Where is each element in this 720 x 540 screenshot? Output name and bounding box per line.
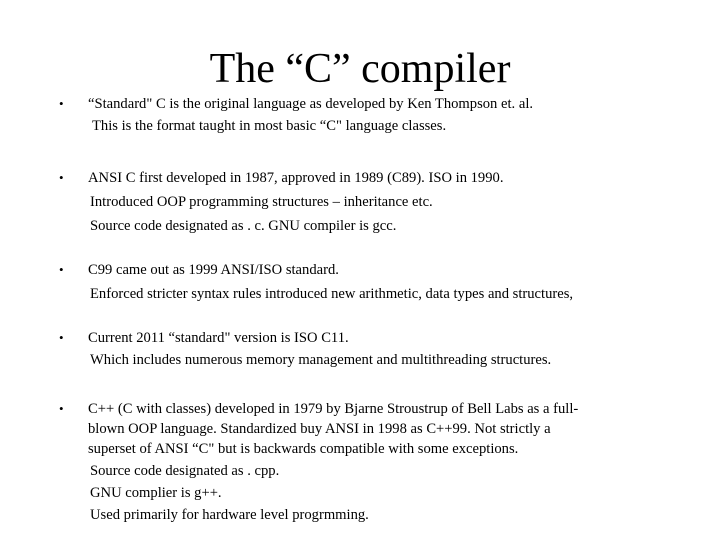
bullet-text-line: This is the format taught in most basic “C" language classes.: [92, 118, 447, 134]
bullet-text-line: GNU complier is g++.: [90, 485, 222, 501]
bullet-marker: •: [59, 170, 64, 185]
bullet-text-line: superset of ANSI “C" but is backwards compatible with some exceptions.: [88, 441, 519, 457]
bullet-text-line: Which includes numerous memory management and multithreading structures.: [90, 352, 552, 368]
bullet-text-line: “Standard" C is the original language as developed by Ken Thompson et. al.: [88, 96, 534, 112]
bullet-text-line: Source code designated as . c. GNU compiler is gcc.: [90, 218, 397, 234]
bullet-text-line: ANSI C first developed in 1987, approved in 1989 (C89). ISO in 1990.: [88, 170, 504, 186]
bullet-text-line: Source code designated as . cpp.: [90, 463, 280, 479]
slide-title: The “C” compiler: [209, 46, 511, 92]
bullet-text-line: Enforced stricter syntax rules introduced new arithmetic, data types and structures,: [90, 286, 574, 302]
bullet-text-line: blown OOP language. Standardized buy ANSI in 1998 as C++99. Not strictly a: [88, 421, 551, 437]
bullet-text-line: Introduced OOP programming structures – inheritance etc.: [90, 194, 433, 210]
bullet-text-line: Used primarily for hardware level progrmming.: [90, 507, 369, 523]
bullet-text-line: C99 came out as 1999 ANSI/ISO standard.: [88, 262, 339, 278]
bullet-text-line: Current 2011 “standard" version is ISO C11.: [88, 330, 349, 346]
bullet-marker: •: [59, 401, 64, 416]
bullet-text-line: C++ (C with classes) developed in 1979 by Bjarne Stroustrup of Bell Labs as a full-: [88, 401, 579, 417]
bullet-marker: •: [59, 262, 64, 277]
bullet-marker: •: [59, 330, 64, 345]
bullet-marker: •: [59, 96, 64, 111]
